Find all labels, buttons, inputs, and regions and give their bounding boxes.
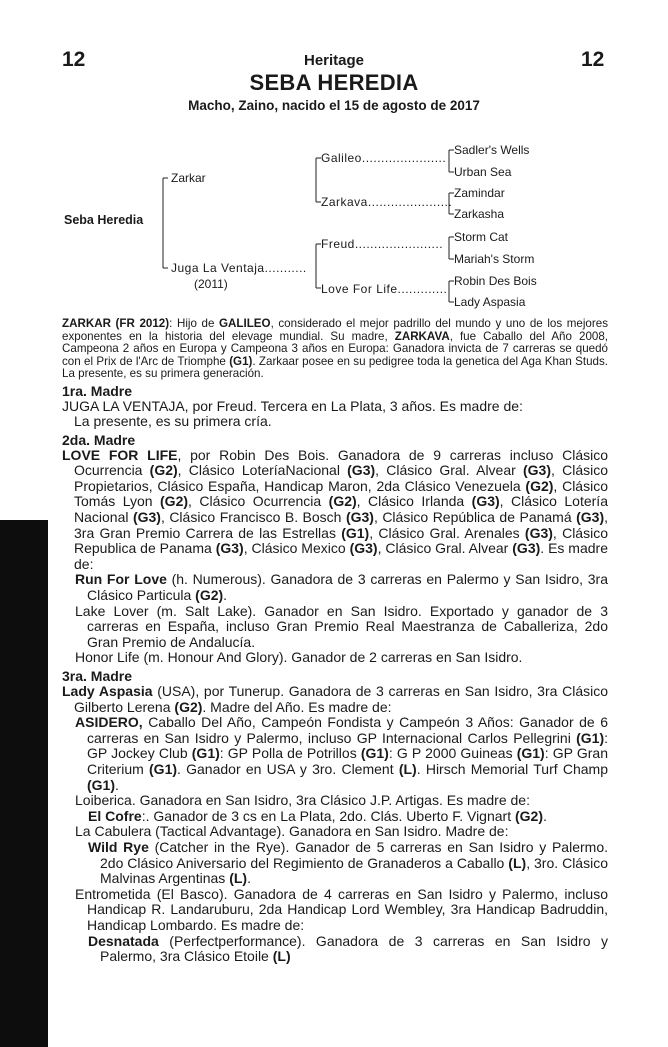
- text-span: , Clásico República de Panamá: [373, 509, 577, 526]
- grade-label: (G1): [191, 745, 220, 762]
- dam-name: Lady Aspasia: [62, 683, 153, 699]
- grade-label: (L): [508, 854, 527, 871]
- pedigree-g3-8: Lady Aspasia: [454, 295, 526, 309]
- grade-label: (G1): [229, 354, 253, 368]
- grade-label: (L): [229, 870, 248, 887]
- foal-entry: Loiberica. Ganadora en San Isidro, 3ra Clásico J.P. Artigas. Es madre de:: [75, 792, 530, 809]
- lot-number-left: 12: [62, 48, 86, 71]
- grade-label: (G2): [174, 698, 203, 715]
- pedigree-g3-7: Robin Des Bois: [454, 274, 537, 288]
- text-span: , Clásico Ocurrencia: [188, 493, 329, 510]
- grade-label: (G2): [149, 462, 178, 479]
- sire-name: ZARKAR (FR 2012): [62, 317, 170, 330]
- grade-label: (G3): [349, 540, 378, 557]
- pedigree-chart: [0, 0, 668, 330]
- page-edge-shadow: [0, 520, 48, 1047]
- foal-entry: Entrometida (El Basco). Ganadora de 4 carreras en San Isidro y Palermo, incluso Handicap R. Landaruburu, 2da Handicap Lord Wembley, 3ra Handicap Badruddin, Handicap Lombardo. Es madre de:: [75, 885, 608, 933]
- grade-label: (G1): [149, 760, 178, 777]
- text-span: Caballo Del Año, Campeón Fondista y Campeón 3 Años: Ganador de 6 carreras en San Isidro y Palermo, incluso GP Internacional Carlos Pellegrini: [87, 714, 608, 746]
- grade-label: (G2): [525, 477, 554, 494]
- text-span: , Clásico Irlanda: [356, 493, 472, 510]
- text-span: , fue Caballo del Año 2008, Campeona 2 años en Europa y Campeona 3 años en Europa: Ganadora invicta de 7 carreras se quedó con el Prix de l'Arc de Triomphe: [62, 329, 609, 368]
- text-span: : GP Jockey Club: [87, 729, 608, 762]
- second-dam-heading: 2da. Madre: [62, 431, 136, 448]
- text-span: , Clásico Gral. Arenales: [369, 524, 525, 541]
- pedigree-dam-year: (2011): [194, 277, 228, 291]
- text-span: . Es madre de:: [74, 540, 608, 572]
- pedigree-g3-4: Zarkasha: [454, 207, 505, 221]
- second-dam-entry: [62, 448, 608, 573]
- pedigree-g3-6: Mariah's Storm: [454, 252, 535, 266]
- grandfoal-entry: [88, 934, 608, 965]
- text-span: : G P 2000 Guineas: [388, 745, 517, 762]
- grade-label: (G3): [345, 509, 374, 526]
- text-span: , Clásico Mexico: [243, 540, 350, 557]
- grade-label: (G3): [576, 509, 605, 526]
- text-span: , Clásico Lotería Nacional: [74, 493, 608, 526]
- text-span: .: [223, 587, 228, 604]
- foal-name: Wild Rye: [88, 838, 149, 855]
- text-span: . Hirsch Memorial Turf Champ: [416, 760, 608, 777]
- text-span: .: [115, 776, 119, 793]
- text-span: , Clásico Republica de Panama: [74, 524, 608, 557]
- grade-label: (L): [398, 760, 417, 777]
- foal-name: Desnatada: [88, 932, 159, 949]
- text-span: , Clásico Propietarios, Clásico España, Handicap Maron, 2da Clásico Venezuela: [74, 462, 608, 494]
- sire-paragraph: [62, 318, 608, 381]
- foal-entry: [75, 572, 608, 603]
- text-span: . Zarkaar posee en su pedigree toda la genetica del Aga Khan Studs. La presente, es su primera generación.: [62, 354, 608, 380]
- pedigree-g3-1: Sadler's Wells: [454, 143, 530, 157]
- foal-entry: La Cabulera (Tactical Advantage). Ganadora en San Isidro. Madre de:: [75, 823, 509, 840]
- text-span: : GP Polla de Potrillos: [219, 745, 361, 762]
- grade-label: (G2): [195, 587, 224, 604]
- text-span: , Clásico LoteríaNacional: [177, 462, 348, 479]
- pedigree-dam-sire: Freud.......................: [321, 237, 444, 251]
- foal-entry: [75, 715, 608, 793]
- foal-entry: Honor Life (m. Honour And Glory). Ganador de 2 carreras en San Isidro.: [75, 649, 523, 666]
- third-dam-entry: [62, 684, 608, 715]
- grade-label: (G1): [341, 524, 370, 541]
- grade-label: (G2): [160, 493, 189, 510]
- text-span: , por Robin Des Bois. Ganadora de 9 carreras incluso Clásico Ocurrencia: [74, 446, 609, 479]
- pedigree-g3-2: Urban Sea: [454, 165, 512, 179]
- text-span: , Clásico Gral. Alvear: [377, 540, 513, 557]
- first-dam-heading: 1ra. Madre: [62, 382, 133, 399]
- grade-label: (G1): [576, 729, 605, 746]
- foal-name: Run For Love: [75, 571, 167, 588]
- text-span: , Clásico Tomás Lyon: [74, 477, 608, 510]
- lot-number-right: 12: [581, 48, 605, 71]
- sale-name: Heritage: [303, 52, 365, 69]
- horse-name: SEBA HEREDIA: [249, 70, 419, 95]
- grade-label: (G2): [514, 807, 543, 824]
- grandfoal-entry: [88, 840, 608, 887]
- dam-name: LOVE FOR LIFE: [62, 446, 178, 463]
- text-span: (Catcher in the Rye). Ganador de 5 carreras en San Isidro y Palermo. 2do Clásico Aniversario del Regimiento de Granaderos a Caballo: [100, 838, 608, 871]
- text-span: . Madre del Año. Es madre de:: [202, 698, 392, 715]
- pedigree-dam: Juga La Ventaja...........: [171, 261, 307, 275]
- foal-entry: Lake Lover (m. Salt Lake). Ganador en San Isidro. Exportado y ganador de 3 carreras en España, incluso Gran Premio Real Maestranza de Caballeriza, 2do Gran Premio de Andalucía.: [75, 602, 608, 650]
- grade-label: (G3): [215, 540, 244, 557]
- text-span: (Perfectperformance). Ganadora de 3 carreras en San Isidro y Palermo, 3ra Clásico Etoile: [100, 932, 608, 965]
- foal-name: ASIDERO,: [75, 714, 143, 731]
- pedigree-g3-3: Zamindar: [454, 186, 505, 200]
- text-span: , Clásico Gral. Alvear: [375, 462, 523, 479]
- pedigree-sire: Zarkar: [171, 171, 206, 185]
- text-span: . Ganador en USA y 3ro. Clement: [177, 760, 399, 777]
- grade-label: (G3): [524, 524, 553, 541]
- text-span: , considerado el mejor padrillo del mundo y uno de los mejores exponentes en la historia del elevage mundial. Su madre,: [62, 317, 608, 343]
- text-span: : GP Gran Criterium: [87, 745, 608, 777]
- pedigree-sire-dam: Zarkava......................: [321, 195, 453, 209]
- pedigree-sire-sire: Galileo......................: [321, 151, 447, 165]
- text-span: .: [542, 807, 547, 824]
- grade-label: (G3): [523, 462, 551, 479]
- text-span: :. Ganador de 3 cs en La Plata, 2do. Clás. Uberto F. Vignart: [141, 807, 515, 824]
- horse-description: Macho, Zaino, nacido el 15 de agosto de 2017: [188, 98, 480, 113]
- pedigree-g3-5: Storm Cat: [454, 230, 509, 244]
- pedigree-dam-dam: Love For Life.............: [321, 282, 448, 296]
- text-span: , 3ra Gran Premio Carrera de las Estrellas: [74, 509, 608, 541]
- grade-label: (G2): [328, 493, 357, 510]
- text-span: (USA), por Tunerup. Ganadora de 3 carreras en San Isidro, 3ra Clásico Gilberto Lerena: [74, 683, 608, 715]
- third-dam-heading: 3ra. Madre: [62, 668, 133, 684]
- grade-label: (G1): [516, 745, 545, 762]
- foal-name: El Cofre: [88, 807, 142, 824]
- catalog-text: [62, 318, 608, 965]
- first-dam-text: JUGA LA VENTAJA, por Freud. Tercera en La Plata, 3 años. Es madre de:: [62, 397, 523, 414]
- grade-label: (G1): [87, 776, 115, 793]
- text-span: , 3ro. Clásico Malvinas Argentinas: [100, 854, 608, 887]
- text-span: .: [247, 870, 251, 887]
- grandfoal-entry: [88, 809, 608, 825]
- text-span: (h. Numerous). Ganadora de 3 carreras en Palermo y San Isidro, 3ra Clásico Particula: [87, 571, 608, 604]
- grade-label: (G1): [360, 745, 389, 762]
- first-dam-note: La presente, es su primera cría.: [74, 413, 272, 430]
- pedigree-subject: Seba Heredia: [64, 213, 144, 227]
- grade-label: (G3): [132, 509, 161, 526]
- pedigree-lines: [0, 0, 668, 330]
- grade-label: (G3): [512, 540, 541, 557]
- grade-label: (G3): [471, 493, 500, 510]
- text-span: , Clásico Francisco B. Bosch: [160, 509, 346, 526]
- grade-label: (G3): [347, 462, 376, 479]
- zarkava-name: ZARKAVA: [394, 329, 450, 343]
- grade-label: (L): [272, 948, 291, 965]
- galileo-name: GALILEO: [219, 317, 271, 330]
- text-span: : Hijo de: [169, 317, 220, 330]
